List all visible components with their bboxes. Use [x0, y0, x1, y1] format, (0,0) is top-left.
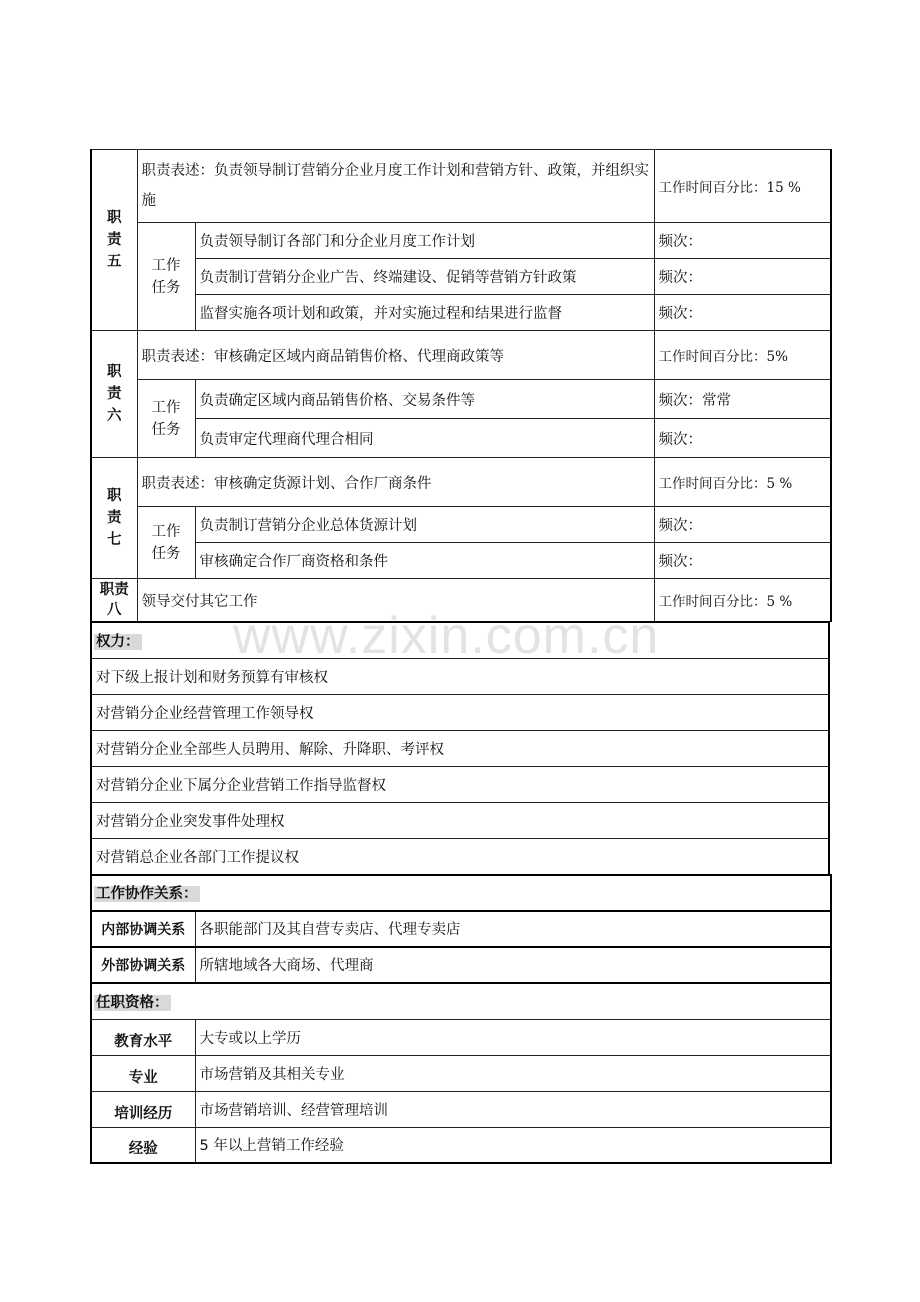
authority-table [90, 621, 830, 875]
major-value: 市场营销及其相关专业 [195, 1055, 831, 1091]
duty-6-task-2: 负责审定代理商代理合相同 [195, 419, 654, 458]
authority-title-text: 权力： [96, 633, 140, 650]
duty-6-task-2-freq: 频次： [654, 419, 831, 458]
external-relations-label: 外部协调关系 [91, 947, 195, 983]
duty-8-label: 职责 八 [91, 579, 137, 622]
job-description-page [90, 149, 830, 1164]
duty-5-task-3: 监督实施各项计划和政策，并对实施过程和结果进行监督 [195, 295, 654, 331]
qualifications-title [91, 983, 831, 1019]
duty-7-task-1: 负责制订营销分企业总体货源计划 [195, 507, 654, 543]
relations-table [90, 874, 832, 984]
authority-item-1: 对下级上报计划和财务预算有审核权 [91, 658, 829, 694]
internal-relations-label: 内部协调关系 [91, 911, 195, 947]
duty-5-task-row [91, 223, 831, 259]
duty-7-task-row [91, 543, 831, 579]
duty-8-row [91, 579, 831, 622]
duty-6-description: 职责表述：审核确定区域内商品销售价格、代理商政策等 [137, 331, 654, 380]
authority-item-6: 对营销总企业各部门工作提议权 [91, 838, 829, 874]
qualification-row [91, 1091, 831, 1127]
qualifications-table [90, 982, 832, 1164]
major-label: 专业 [91, 1055, 195, 1091]
relations-title [91, 875, 831, 911]
authority-item-row [91, 694, 829, 730]
qualification-row [91, 1055, 831, 1091]
relations-title-text: 工作协作关系： [96, 886, 198, 902]
education-label: 教育水平 [91, 1019, 195, 1055]
duty-5-task-row [91, 295, 831, 331]
authority-item-row [91, 658, 829, 694]
duty-5-description-row [91, 150, 831, 223]
duty-7-task-1-freq: 频次： [654, 507, 831, 543]
internal-relations-row [91, 911, 831, 947]
duty-5-description: 职责表述：负责领导制订营销分企业月度工作计划和营销方针、政策，并组织实施 [137, 150, 654, 223]
duty-5-task-2: 负责制订营销分企业广告、终端建设、促销等营销方针政策 [195, 259, 654, 295]
duties-table [90, 149, 832, 622]
qualifications-title-text: 任职资格： [96, 994, 169, 1011]
qualification-row [91, 1127, 831, 1163]
training-value: 市场营销培训、经营管理培训 [195, 1091, 831, 1127]
duty-6-task-1: 负责确定区域内商品销售价格、交易条件等 [195, 380, 654, 419]
duty-5-time-pct: 工作时间百分比：15 % [654, 150, 831, 223]
authority-item-row [91, 802, 829, 838]
duty-7-task-2: 审核确定合作厂商资格和条件 [195, 543, 654, 579]
duty-7-description-row [91, 458, 831, 507]
duty-5-label: 职 责 五 [91, 150, 137, 331]
authority-item-row [91, 766, 829, 802]
external-relations-value: 所辖地域各大商场、代理商 [195, 947, 831, 983]
duty-7-task-row [91, 507, 831, 543]
duty-5-task-3-freq: 频次： [654, 295, 831, 331]
duty-7-task-2-freq: 频次： [654, 543, 831, 579]
duty-8-time-pct: 工作时间百分比：5 % [654, 579, 831, 622]
internal-relations-value: 各职能部门及其自营专卖店、代理专卖店 [195, 911, 831, 947]
external-relations-row [91, 947, 831, 983]
duty-6-task-1-freq: 频次：常常 [654, 380, 831, 419]
qualification-row [91, 1019, 831, 1055]
authority-item-4: 对营销分企业下属分企业营销工作指导监督权 [91, 766, 829, 802]
duty-6-label: 职 责 六 [91, 331, 137, 458]
authority-title-row [91, 622, 829, 658]
experience-value: 5 年以上营销工作经验 [195, 1127, 831, 1163]
relations-title-row [91, 875, 831, 911]
duty-5-tasks-label: 工作 任务 [137, 223, 195, 331]
duty-6-tasks-label: 工作 任务 [137, 380, 195, 458]
experience-label: 经验 [91, 1127, 195, 1163]
authority-title [91, 622, 829, 658]
duty-6-description-row [91, 331, 831, 380]
duty-6-time-pct: 工作时间百分比：5% [654, 331, 831, 380]
education-value: 大专或以上学历 [195, 1019, 831, 1055]
watermark: www.zixin.com.cn [233, 607, 660, 665]
duty-7-time-pct: 工作时间百分比：5 % [654, 458, 831, 507]
duty-6-task-row [91, 380, 831, 419]
authority-item-3: 对营销分企业全部些人员聘用、解除、升降职、考评权 [91, 730, 829, 766]
duty-5-task-2-freq: 频次： [654, 259, 831, 295]
duty-8-description: 领导交付其它工作 [137, 579, 654, 622]
training-label: 培训经历 [91, 1091, 195, 1127]
duty-5-task-1: 负责领导制订各部门和分企业月度工作计划 [195, 223, 654, 259]
duty-7-tasks-label: 工作 任务 [137, 507, 195, 579]
qualifications-title-row [91, 983, 831, 1019]
authority-item-5: 对营销分企业突发事件处理权 [91, 802, 829, 838]
authority-item-2: 对营销分企业经营管理工作领导权 [91, 694, 829, 730]
duty-5-task-row [91, 259, 831, 295]
authority-item-row [91, 838, 829, 874]
authority-item-row [91, 730, 829, 766]
duty-6-task-row [91, 419, 831, 458]
duty-5-task-1-freq: 频次： [654, 223, 831, 259]
duty-7-description: 职责表述：审核确定货源计划、合作厂商条件 [137, 458, 654, 507]
duty-7-label: 职 责 七 [91, 458, 137, 579]
